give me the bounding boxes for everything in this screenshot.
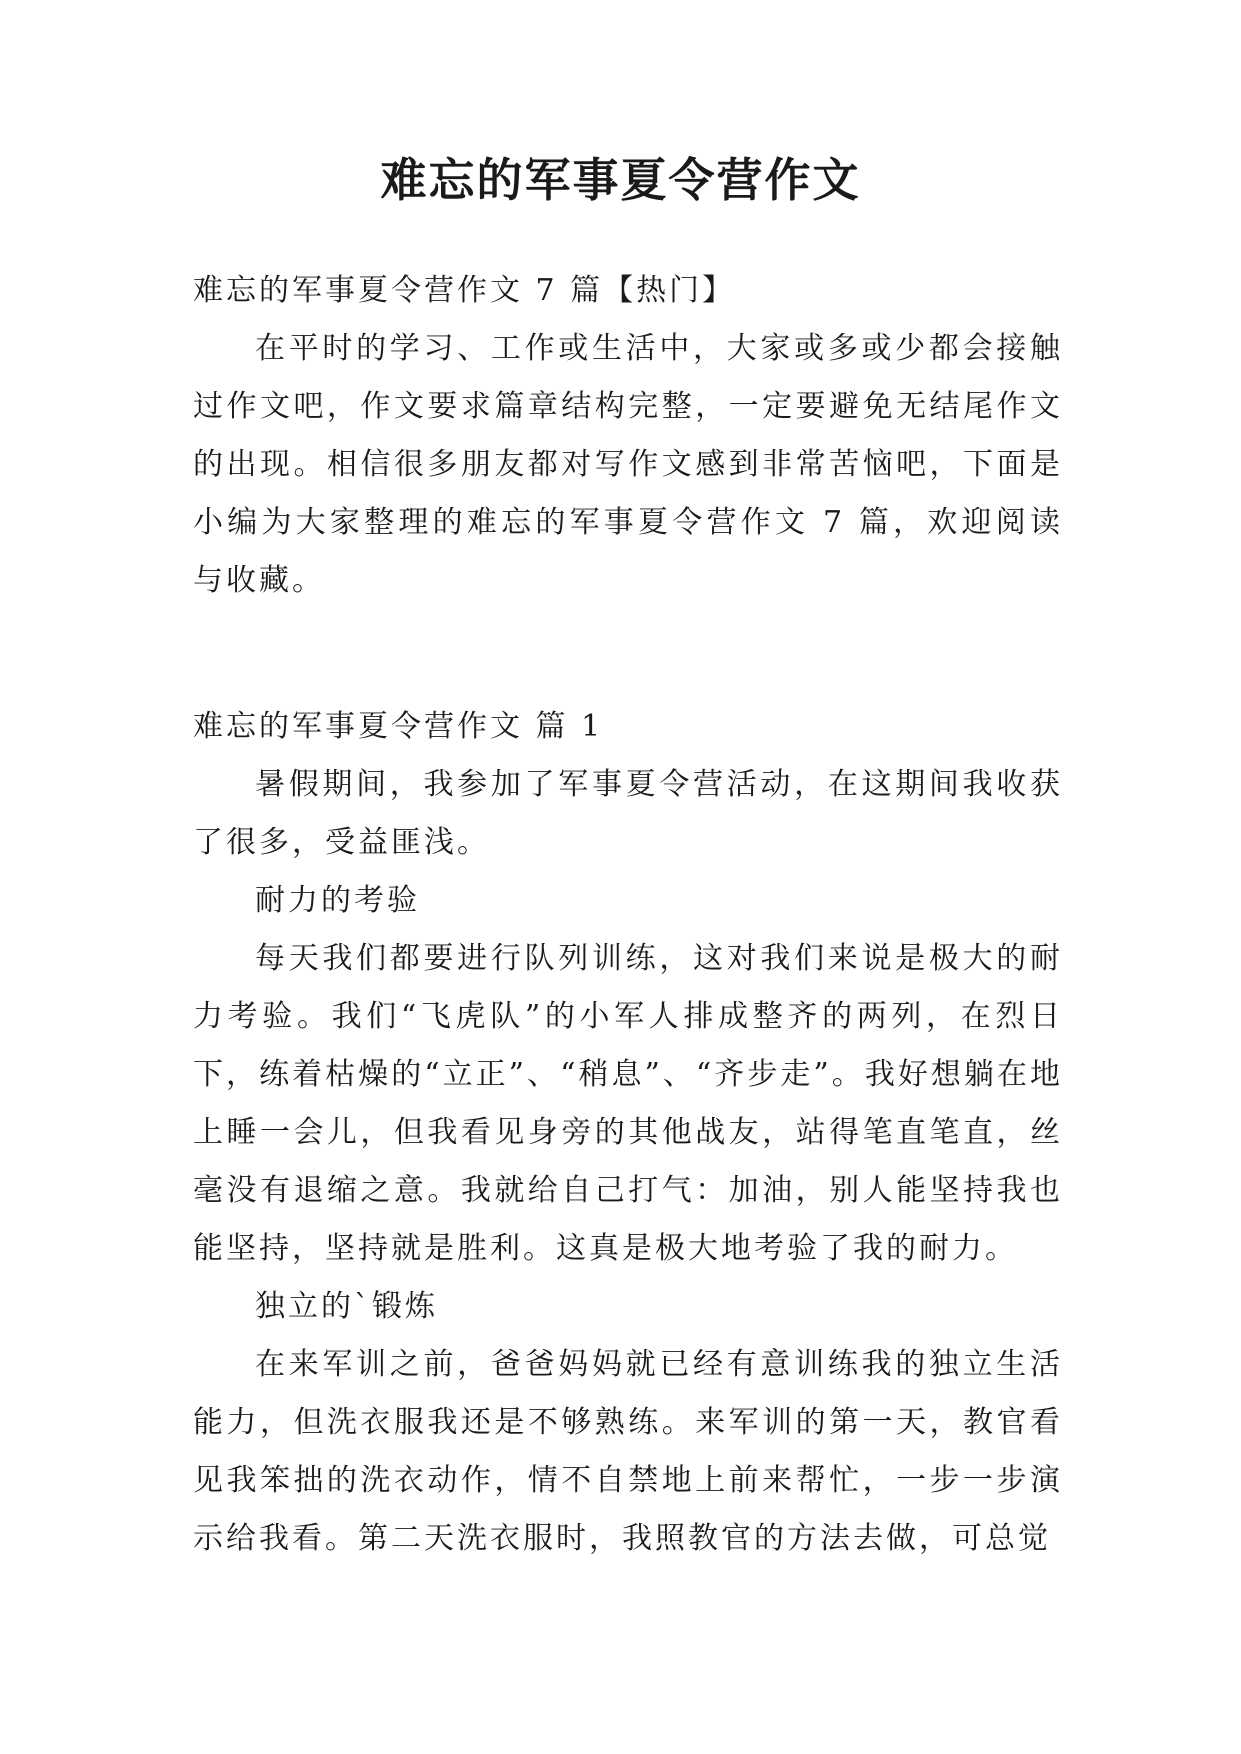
section-heading-independence: 独立的`锻炼 [255, 1289, 438, 1324]
intro-paragraph: 在平时的学习、工作或生活中，大家或多或少都会接触过作文吧，作文要求篇章结构完整，一定要避免无结尾作文的出现。相信很多朋友都对写作文感到非常苦恼吧，下面是小编为大家整理的难忘的军事夏令营作文 7 篇，欢迎阅读与收藏。 [193, 331, 1063, 598]
essay-paragraph-1: 暑假期间，我参加了军事夏令营活动，在这期间我收获了很多，受益匪浅。 [193, 767, 1063, 860]
section-heading-endurance: 耐力的考验 [255, 883, 420, 918]
essay-paragraph-3: 在来军训之前，爸爸妈妈就已经有意训练我的独立生活能力，但洗衣服我还是不够熟练。来军训的第一天，教官看见我笨拙的洗衣动作，情不自禁地上前来帮忙，一步一步演示给我看。第二天洗衣服时，我照教官的方法去做，可总觉 [193, 1347, 1063, 1556]
essay-paragraph-2: 每天我们都要进行队列训练，这对我们来说是极大的耐力考验。我们“飞虎队”的小军人排成整齐的两列，在烈日下，练着枯燥的“立正”、“稍息”、“齐步走”。我好想躺在地上睡一会儿，但我看见身旁的其他战友，站得笔直笔直，丝毫没有退缩之意。我就给自己打气：加油，别人能坚持我也能坚持，坚持就是胜利。这真是极大地考验了我的耐力。 [193, 941, 1063, 1266]
essay-heading: 难忘的军事夏令营作文 篇 1 [193, 709, 604, 744]
document-title: 难忘的军事夏令营作文 [380, 153, 861, 207]
intro-section [193, 262, 1063, 610]
document-subtitle: 难忘的军事夏令营作文 7 篇【热门】 [193, 273, 736, 308]
essay-section [193, 698, 1063, 1568]
